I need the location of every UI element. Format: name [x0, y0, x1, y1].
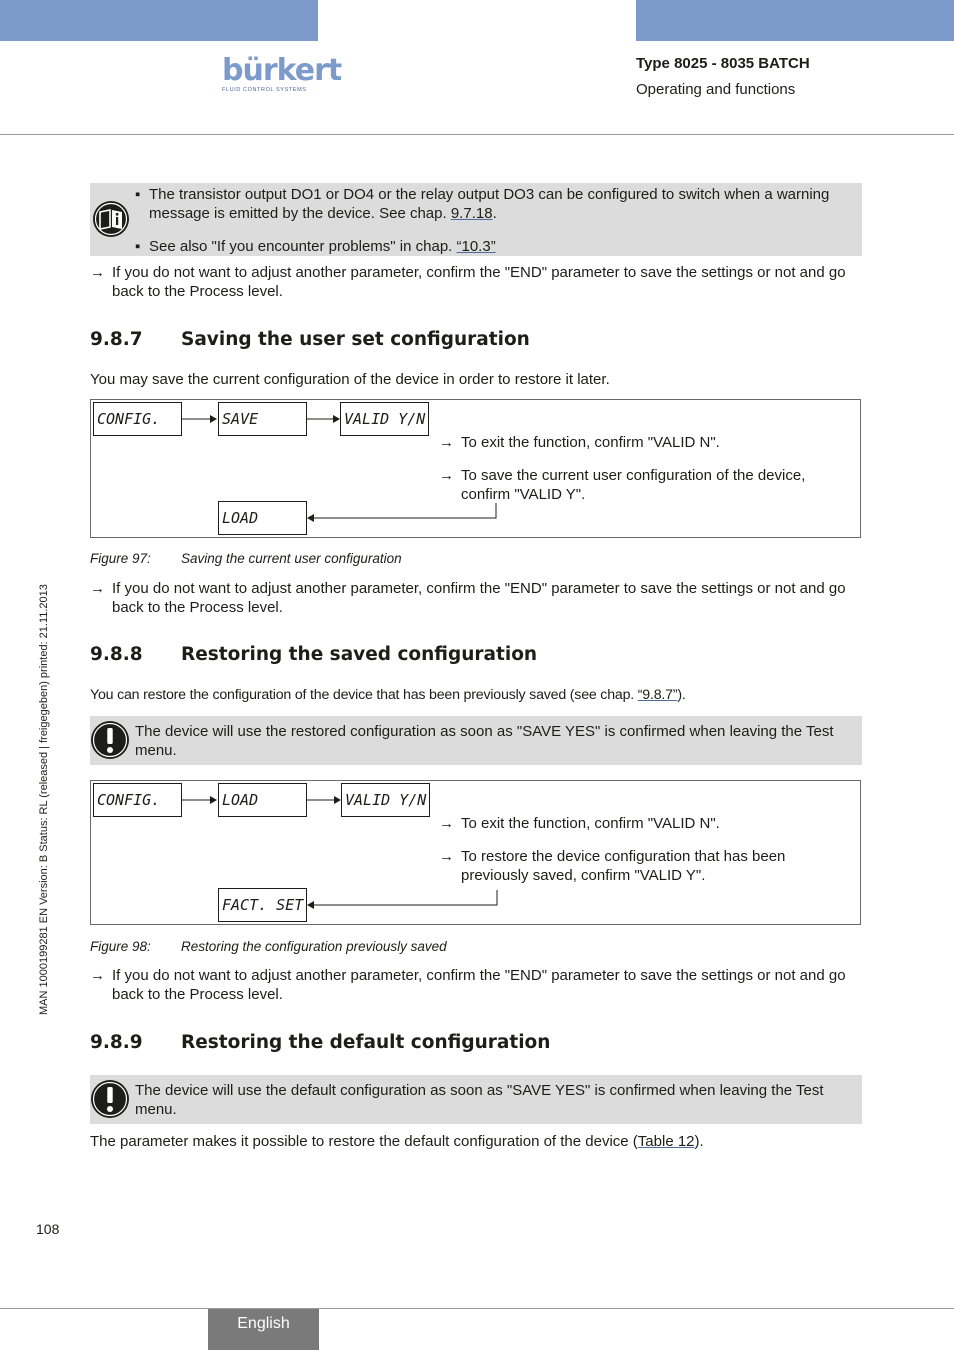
section-title-9-8-9: Restoring the default configuration [181, 1032, 551, 1053]
arrow-instruction-3: → If you do not want to adjust another parameter, confirm the "END" parameter to save the settings or not and go back to the Process level. [90, 967, 846, 1003]
section-title-9-8-7: Saving the user set configuration [181, 329, 530, 350]
lcd-config: CONFIG. [93, 402, 182, 436]
table-link-12[interactable]: Table 12 [637, 1133, 695, 1150]
arrow-icon: → [439, 467, 454, 484]
arrow-icon: → [439, 815, 454, 832]
arrow-icon: → [439, 848, 454, 865]
lcd-load: LOAD [218, 783, 307, 817]
warning-exclamation-icon [90, 1079, 130, 1119]
lcd-config: CONFIG. [93, 783, 182, 817]
lcd-save: SAVE [218, 402, 307, 436]
warning-exclamation-icon [90, 720, 130, 760]
diagram-step-save: → To save the current user configuration of the device, confirm "VALID Y". [439, 467, 806, 503]
manual-info-icon [92, 200, 130, 238]
arrow-instruction-2: → If you do not want to adjust another parameter, confirm the "END" parameter to save the settings or not and go back to the Process level. [90, 580, 846, 616]
section-number-9-8-7: 9.8.7 [90, 329, 143, 350]
footer-divider [0, 1308, 954, 1309]
figure-label-98: Figure 98: [90, 939, 151, 954]
header-divider [0, 134, 954, 135]
diagram-step-restore: → To restore the device configuration that has been previously saved, confirm "VALID Y". [439, 848, 786, 884]
section-paragraph-9-8-9: The parameter makes it possible to restore the default configuration of the device (Table 12). [90, 1133, 704, 1150]
section-number-9-8-9: 9.8.9 [90, 1032, 143, 1053]
diagram-step-exit: → To exit the function, confirm "VALID N". [439, 434, 720, 451]
warning-note-restore: The device will use the restored configuration as soon as "SAVE YES" is confirmed when leaving the Test menu. [90, 716, 862, 765]
lcd-valid-y-n: VALID Y/N [340, 402, 429, 436]
header-bar-left [0, 0, 318, 41]
info-note-item-1: The transistor output DO1 or DO4 or the relay output DO3 can be configured to switch when a warning message is emitted by the device. See chap. 9.7.18. [149, 186, 830, 222]
section-intro-9-8-8: You can restore the configuration of the device that has been previously saved (see chap. “9.8.7”). [90, 687, 686, 703]
figure-caption-97: Saving the current user configuration [181, 551, 402, 566]
chapter-link-9-7-18[interactable]: 9.7.18 [450, 205, 493, 222]
section-intro-9-8-7: You may save the current configuration of the device in order to restore it later. [90, 371, 610, 388]
page-number: 108 [36, 1221, 60, 1237]
lcd-load: LOAD [218, 501, 307, 535]
diagram-step-exit: → To exit the function, confirm "VALID N". [439, 815, 720, 832]
arrow-icon: → [90, 264, 105, 281]
arrow-icon: → [90, 580, 105, 597]
info-note: ▪ The transistor output DO1 or DO4 or the relay output DO3 can be configured to switch when a warning message is emitted by the device. See chap. 9.7.18. ▪ See also "If you encounter problems" in chap. “10.3” [90, 183, 862, 256]
chapter-link-10-3[interactable]: “10.3” [456, 238, 496, 255]
brand-logo: bürkert FLUID CONTROL SYSTEMS [222, 53, 342, 93]
lcd-valid-y-n: VALID Y/N [341, 783, 430, 817]
figure-caption-98: Restoring the configuration previously saved [181, 939, 447, 954]
header-bar-right [636, 0, 954, 41]
document-meta-side: MAN 1000199281 EN Version: B Status: RL (released | freigegeben) printed: 21.11.2013 [38, 584, 50, 1015]
section-title-9-8-8: Restoring the saved configuration [181, 644, 538, 665]
warning-note-default: The device will use the default configuration as soon as "SAVE YES" is confirmed when leaving the Test menu. [90, 1075, 862, 1124]
figure-label-97: Figure 97: [90, 551, 151, 566]
lcd-diagram-save [90, 399, 861, 538]
lcd-fact-set: FACT. SET [218, 888, 307, 922]
document-section: Operating and functions [636, 81, 796, 98]
language-tab: English [208, 1309, 319, 1350]
lcd-diagram-restore [90, 780, 861, 925]
arrow-icon: → [439, 434, 454, 451]
info-note-item-2: See also "If you encounter problems" in chap. “10.3” [149, 238, 496, 255]
document-type: Type 8025 - 8035 BATCH [636, 55, 810, 72]
chapter-link-9-8-7[interactable]: “9.8.7” [637, 687, 678, 703]
arrow-instruction-1: → If you do not want to adjust another parameter, confirm the "END" parameter to save the settings or not and go back to the Process level. [90, 264, 846, 300]
section-number-9-8-8: 9.8.8 [90, 644, 143, 665]
arrow-icon: → [90, 967, 105, 984]
